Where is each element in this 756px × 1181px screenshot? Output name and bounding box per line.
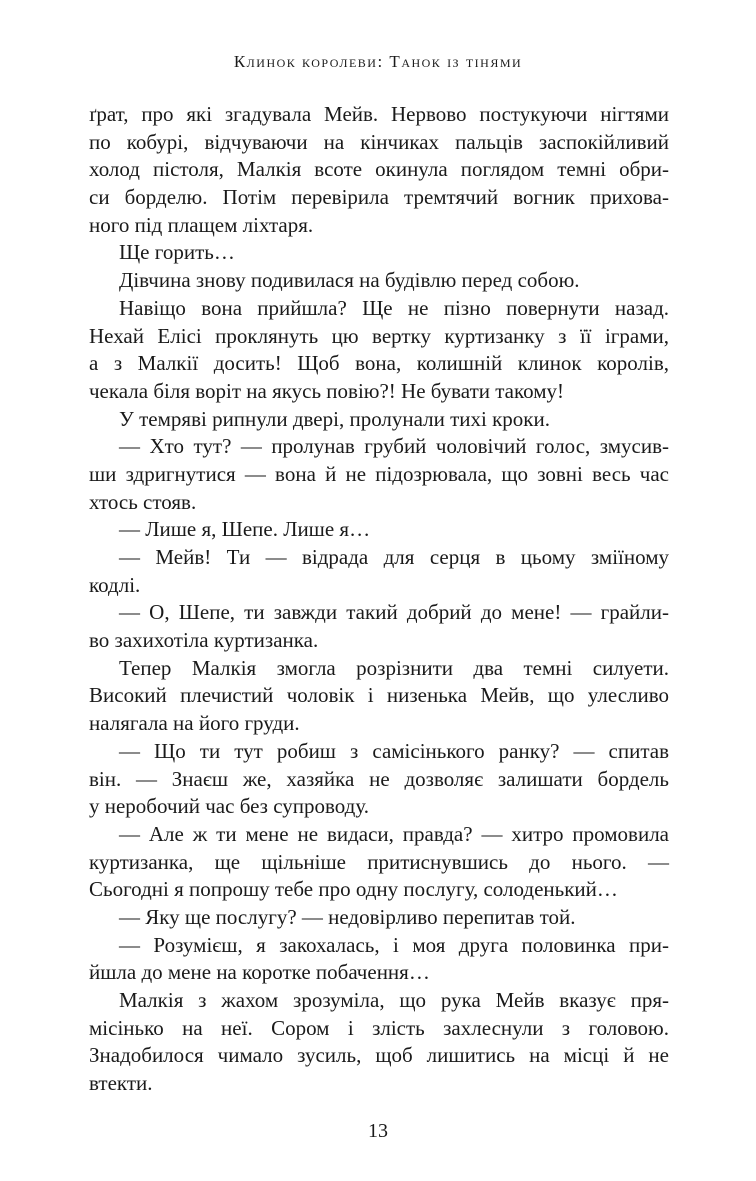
text-line: — О, Шепе, ти завжди такий добрий до мене! — грайли- (119, 600, 669, 625)
text-line: — Яку ще послугу? — недовірливо перепитав той. (119, 904, 576, 929)
text-line: втекти. (89, 1071, 153, 1096)
text-line: ного під плащем ліхтаря. (89, 212, 314, 237)
text-line: — Що ти тут робиш з самісінького ранку? — спитав (119, 738, 669, 763)
text-line: — Розумієш, я закохалась, і моя друга половинка при- (119, 932, 669, 957)
text-line: Навіщо вона прийшла? Ще не пізно повернути назад. (119, 295, 669, 320)
text-line: хтось стояв. (89, 489, 197, 514)
text-line: холод пістоля, Малкія всоте окинула поглядом темні обри- (89, 157, 669, 182)
running-title: Клинок королеви: Танок із тінями (233, 52, 523, 71)
text-line: Знадобилося чимало зусиль, щоб лишитись на місці й не (89, 1043, 669, 1068)
text-line: по кобурі, відчуваючи на кінчиках пальців заспокійливий (89, 129, 669, 154)
text-line: си борделю. Потім перевірила тремтячий вогник прихова- (89, 185, 669, 210)
text-line: Малкія з жахом зрозуміла, що рука Мейв вказує пря- (119, 988, 669, 1012)
text-line: во захихотіла куртизанка. (89, 628, 319, 653)
text-line: — Хто тут? — пролунав грубий чоловічий голос, змусив- (119, 434, 669, 459)
text-line: чекала біля воріт на якусь повію?! Не бувати такому! (89, 378, 565, 403)
text-line: Тепер Малкія змогла розрізнити два темні силуети. (119, 655, 669, 680)
text-line: налягала на його груди. (89, 711, 300, 736)
text-line: кодлі. (89, 572, 141, 597)
text-line: місінько на неї. Сором і злість захлеснули з головою. (89, 1015, 669, 1040)
text-line: Сьогодні я попрошу тебе про одну послугу, солоденький… (89, 877, 618, 902)
text-line: він. — Знаєш же, хазяйка не дозволяє залишати бордель (89, 766, 669, 791)
text-line: — Мейв! Ти — відрада для серця в цьому зміїному (119, 545, 669, 569)
body-text (89, 101, 669, 1098)
text-line: Дівчина знову подивилася на будівлю перед собою. (119, 268, 580, 293)
text-line: йшла до мене на коротке побачення… (89, 960, 430, 985)
text-line: У темряві рипнули двері, пролунали тихі кроки. (119, 406, 551, 431)
text-line: — Лише я, Шепе. Лише я… (119, 517, 371, 542)
text-line: Високий плечистий чоловік і низенька Мейв, що улесливо (89, 683, 669, 708)
text-line: ши здригнутися — вона й не підозрювала, що зовні весь час (89, 461, 669, 486)
text-line: у неробочий час без супроводу. (89, 794, 370, 819)
text-line: куртизанка, ще щільніше притиснувшись до нього. — (89, 849, 669, 874)
page-number: 13 (368, 1120, 388, 1142)
text-line: Ще горить… (119, 240, 235, 265)
text-line: — Але ж ти мене не видаси, правда? — хитро промовила (119, 821, 669, 846)
text-line: ґрат, про які згадувала Мейв. Нервово постукуючи нігтями (89, 102, 669, 126)
text-line: а з Малкії досить! Щоб вона, колишній клинок королів, (89, 351, 669, 376)
text-line: Нехай Елісі проклянуть цю вертку куртизанку з її іграми, (89, 323, 669, 348)
